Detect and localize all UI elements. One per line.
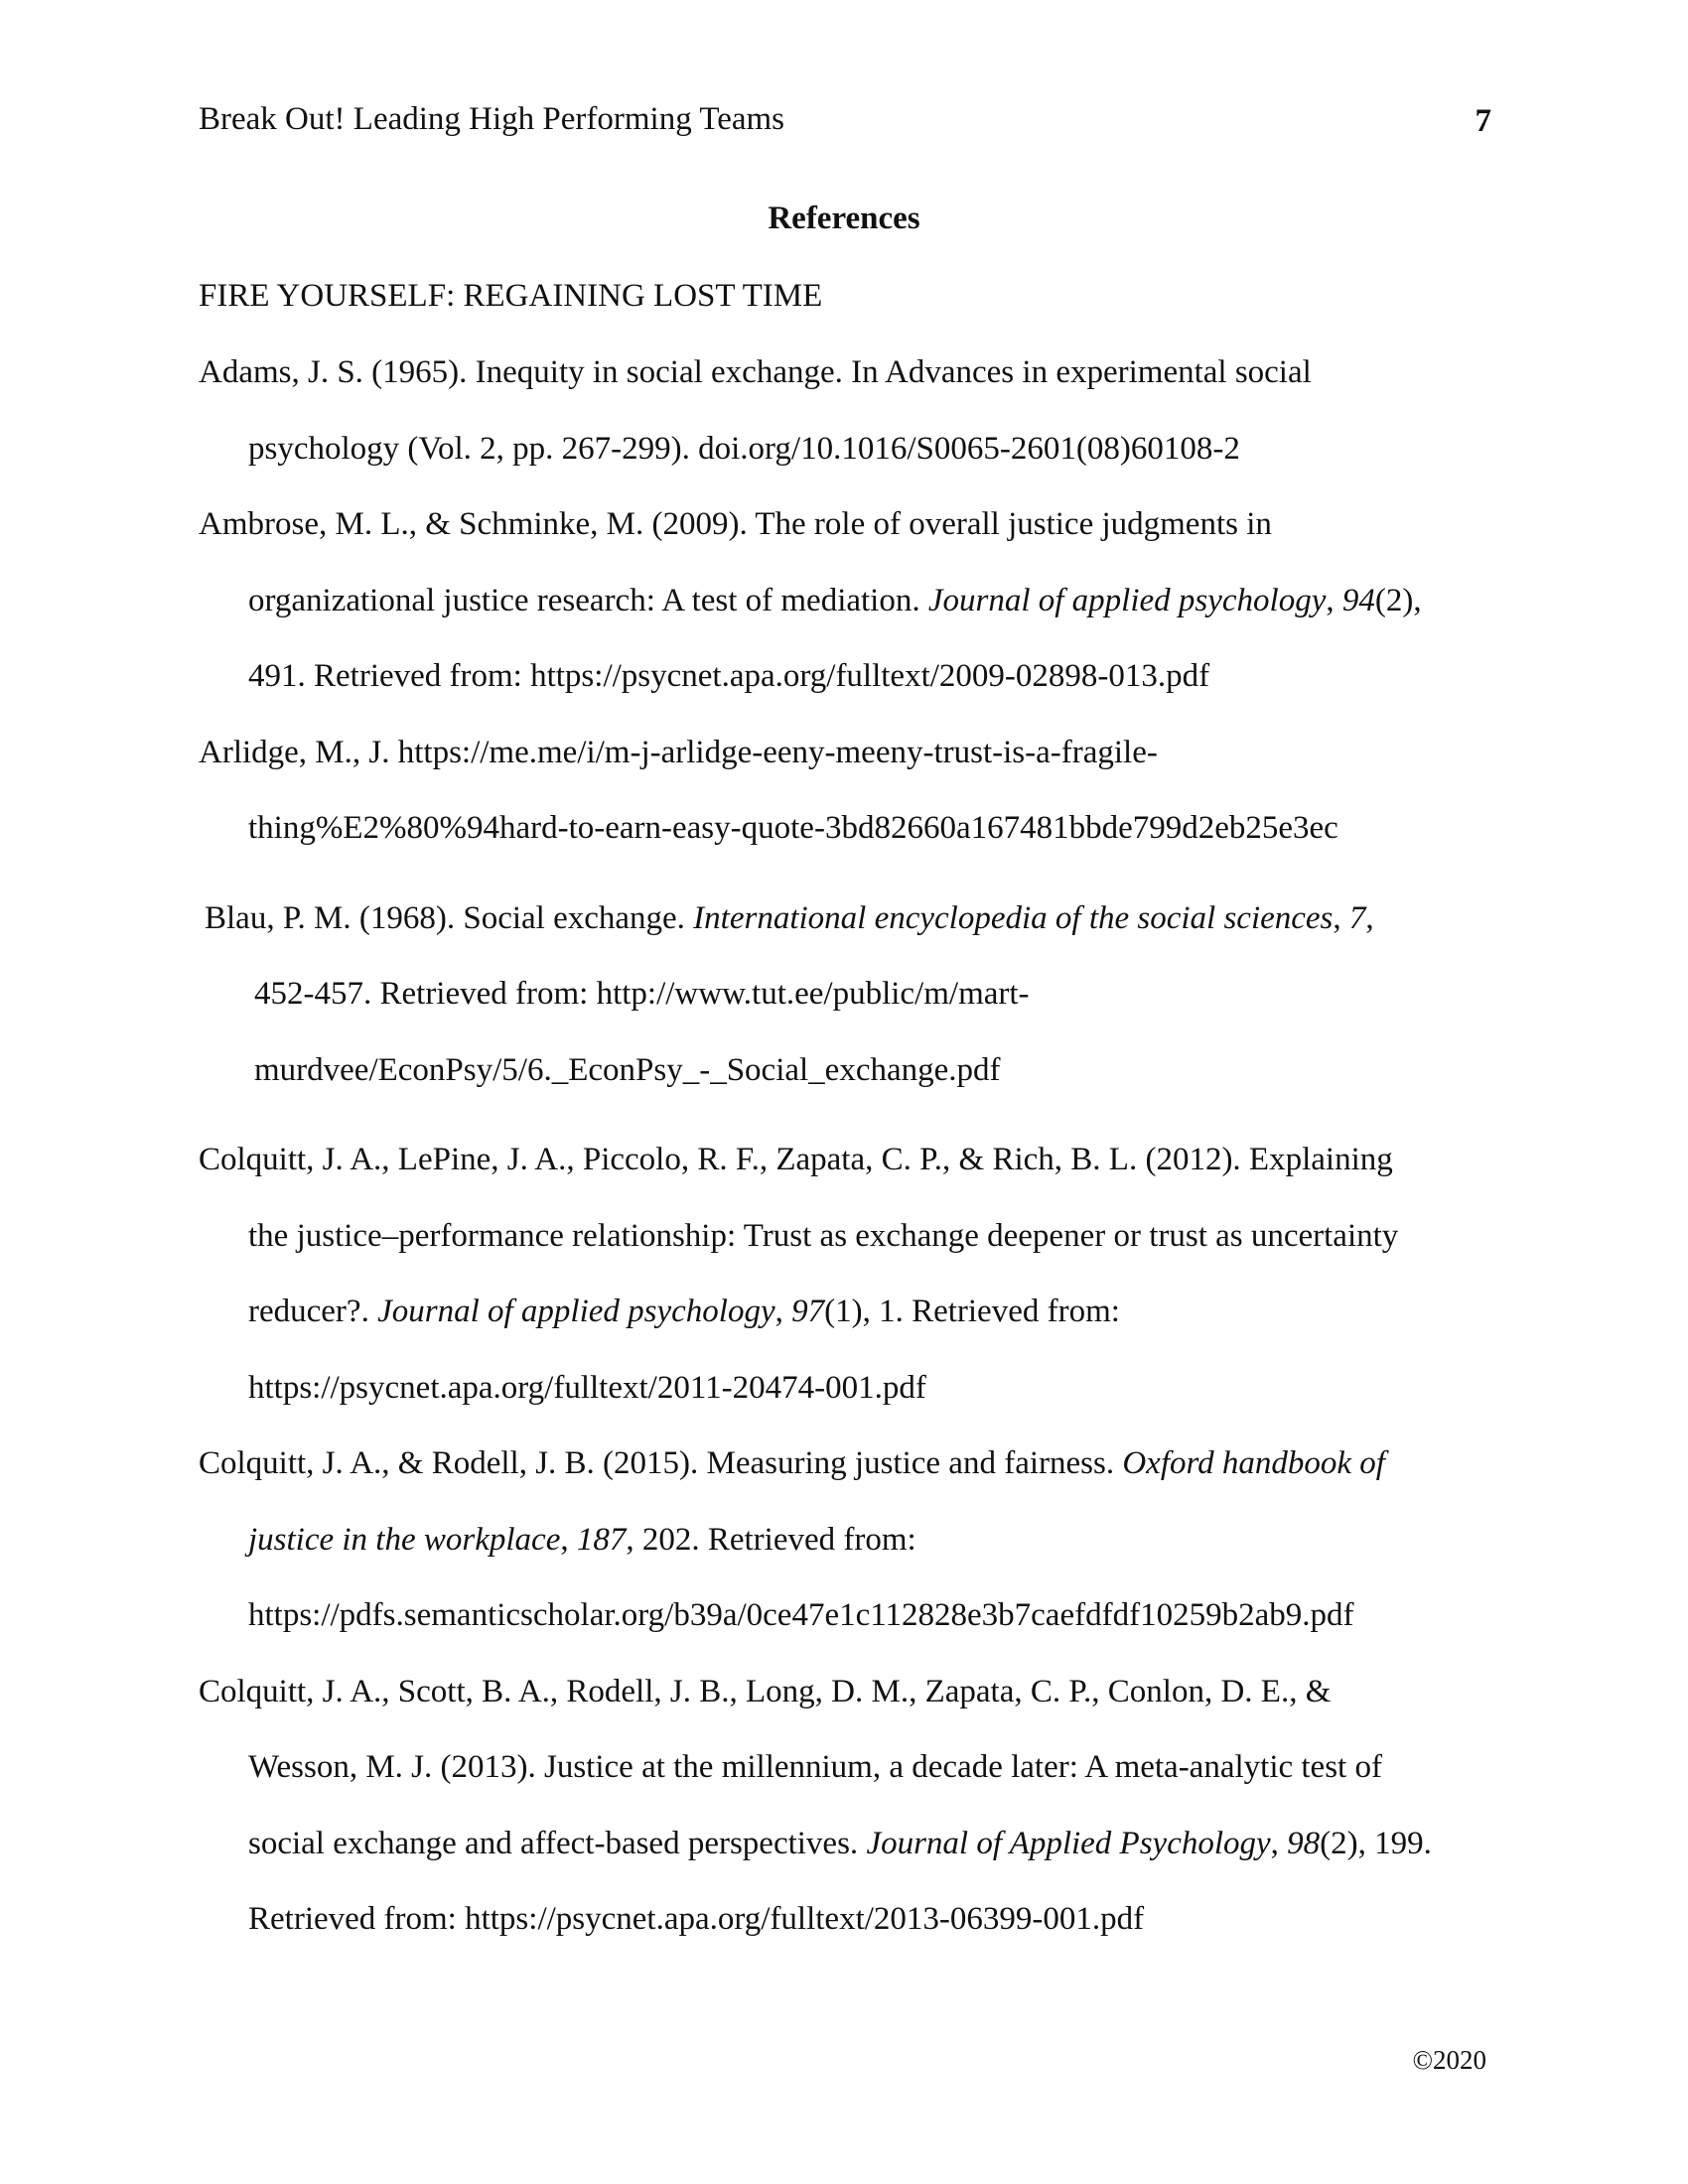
citation-text: Colquitt, J. A., Scott, B. A., Rodell, J. B., Long, D. M., Zapata, C. P., Conlon, D. E., & — [199, 1673, 1332, 1709]
reference-5-line-4 — [248, 1368, 926, 1408]
reference-1-line-1 — [199, 352, 1312, 392]
italic-citation-text: 7 — [1348, 899, 1366, 936]
citation-text: , — [1270, 1825, 1288, 1861]
citation-text: (2), 199. — [1320, 1825, 1432, 1861]
citation-text: https://pdfs.semanticscholar.org/b39a/0ce47e1c112828e3b7caefdfdf10259b2ab9.pdf — [248, 1597, 1354, 1633]
reference-6-line-2 — [248, 1520, 916, 1560]
reference-1-line-2 — [248, 429, 1240, 469]
page-number: 7 — [1475, 103, 1491, 139]
citation-text: 452-457. Retrieved from: http://www.tut.ee/public/m/mart- — [254, 976, 1030, 1012]
citation-text: psychology (Vol. 2, pp. 267-299). doi.org/10.1016/S0065-2601(08)60108-2 — [248, 430, 1240, 467]
italic-citation-text: Journal of applied psychology — [377, 1294, 775, 1329]
citation-text: , 202. Retrieved from: — [626, 1521, 916, 1558]
italic-citation-text: Journal of applied psychology — [927, 582, 1327, 618]
citation-text: https://psycnet.apa.org/fulltext/2011-20474-001.pdf — [248, 1369, 926, 1406]
italic-citation-text: justice in the workplace — [248, 1521, 561, 1558]
running-head: Break Out! Leading High Performing Teams — [199, 101, 785, 137]
citation-text: Arlidge, M., J. https://me.me/i/m-j-arlidge-eeny-meeny-trust-is-a-fragile- — [199, 734, 1158, 770]
reference-2-line-1 — [199, 504, 1272, 544]
reference-2-line-2 — [248, 581, 1422, 620]
citation-text: Ambrose, M. L., & Schminke, M. (2009). The role of overall justice judgments in — [199, 506, 1272, 542]
citation-text: , — [774, 1294, 792, 1329]
citation-text: Wesson, M. J. (2013). Justice at the millennium, a decade later: A meta-analytic test of — [248, 1749, 1382, 1785]
citation-text: Retrieved from: https://psycnet.apa.org/fulltext/2013-06399-001.pdf — [248, 1901, 1145, 1937]
citation-text: , — [1333, 899, 1349, 936]
references-heading: References — [768, 201, 920, 236]
reference-2-line-3 — [248, 656, 1209, 696]
reference-7-line-2 — [248, 1747, 1382, 1787]
citation-text: thing%E2%80%94hard-to-earn-easy-quote-3bd82660a167481bbde799d2eb25e3ec — [248, 810, 1338, 846]
italic-citation-text: 187 — [576, 1521, 627, 1558]
citation-text: , — [1326, 582, 1342, 618]
citation-text: Colquitt, J. A., & Rodell, J. B. (2015). Measuring justice and fairness. — [199, 1445, 1123, 1481]
citation-text: social exchange and affect-based perspectives. — [248, 1825, 867, 1861]
reference-5-line-1 — [199, 1140, 1393, 1179]
reference-6-line-3 — [248, 1595, 1353, 1635]
citation-text: Blau, P. M. (1968). Social exchange. — [205, 899, 694, 936]
reference-7-line-3 — [248, 1824, 1432, 1863]
citation-text: organizational justice research: A test of mediation. — [248, 582, 928, 618]
citation-text: Adams, J. S. (1965). Inequity in social exchange. In Advances in experimental social — [199, 354, 1312, 390]
reference-3-line-2 — [248, 808, 1338, 848]
reference-7-line-4 — [248, 1899, 1144, 1939]
italic-citation-text: Journal of Applied Psychology — [866, 1825, 1271, 1861]
citation-text: , — [1365, 899, 1374, 936]
reference-4-line-2 — [254, 974, 1030, 1014]
citation-text: reducer?. — [248, 1294, 378, 1329]
reference-4-line-3 — [254, 1050, 1001, 1090]
italic-citation-text: 98 — [1287, 1825, 1321, 1861]
citation-text: murdvee/EconPsy/5/6._EconPsy_-_Social_exchange.pdf — [254, 1051, 1001, 1088]
citation-text: , — [560, 1521, 577, 1558]
citation-text: 491. Retrieved from: https://psycnet.apa.org/fulltext/2009-02898-013.pdf — [248, 658, 1210, 694]
reference-7-line-1 — [199, 1672, 1331, 1711]
reference-5-line-2 — [248, 1216, 1398, 1256]
citation-text: (1), 1. Retrieved from: — [824, 1294, 1120, 1329]
reference-3-line-1 — [199, 733, 1158, 772]
citation-text: (2), — [1374, 582, 1422, 618]
section-title: FIRE YOURSELF: REGAINING LOST TIME — [199, 278, 823, 314]
italic-citation-text: International encyclopedia of the social sciences — [693, 899, 1334, 936]
citation-text: Colquitt, J. A., LePine, J. A., Piccolo, R. F., Zapata, C. P., & Rich, B. L. (2012). Explaining — [199, 1142, 1393, 1177]
italic-citation-text: 94 — [1341, 582, 1375, 618]
copyright-notice: ©2020 — [1412, 2045, 1486, 2075]
reference-4-line-1 — [205, 898, 1374, 938]
citation-text: the justice–performance relationship: Trust as exchange deepener or trust as uncertainty — [248, 1217, 1399, 1254]
reference-6-line-1 — [199, 1443, 1385, 1483]
italic-citation-text: Oxford handbook of — [1122, 1445, 1385, 1481]
reference-5-line-3 — [248, 1292, 1120, 1331]
italic-citation-text: 97 — [791, 1294, 825, 1329]
